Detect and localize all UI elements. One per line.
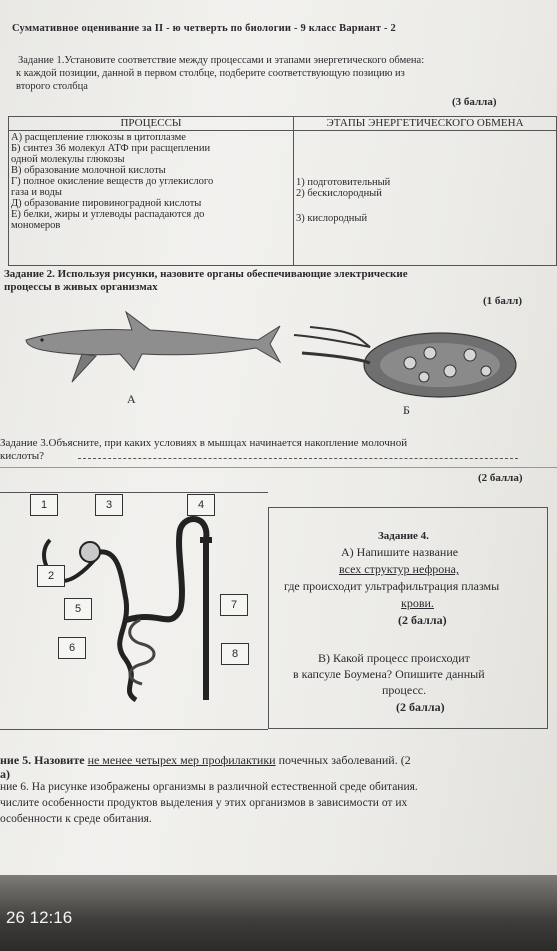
- label-box-3: 3: [95, 494, 123, 516]
- nephron-illustration: [30, 510, 240, 710]
- stage-item: 3) кислородный: [296, 213, 368, 224]
- task6-line1: ние 6. На рисунке изображены организмы в различной естественной среде обитания.: [0, 781, 418, 793]
- task4-a-line3: где происходит ультрафильтрация плазмы: [284, 579, 500, 593]
- matching-table: [8, 116, 557, 266]
- task4-a-line2: всех структур нефрона,: [339, 562, 459, 576]
- label-box-4: 4: [187, 494, 215, 516]
- electric-ray-illustration: [290, 325, 520, 400]
- process-item: одной молекулы глюкозы: [11, 154, 125, 165]
- label-box-7: 7: [220, 594, 248, 616]
- process-item: Е) белки, жиры и углеводы распадаются до: [11, 209, 205, 220]
- task1-points: (3 балла): [452, 96, 497, 108]
- photo-bottom-shadow: [0, 875, 557, 951]
- task3-line1: Задание 3.Объясните, при каких условиях в мышцах начинается накопление молочной: [0, 437, 408, 449]
- task2-line2: процессы в живых организмах: [4, 281, 158, 293]
- task5-suffix: почечных заболеваний. (2: [275, 753, 411, 767]
- task4-a-line4: крови.: [401, 596, 434, 610]
- task4-title: Задание 4.: [378, 530, 429, 542]
- shark-label: А: [127, 392, 136, 406]
- label-box-2: 2: [37, 565, 65, 587]
- task4-a-points: (2 балла): [398, 613, 447, 627]
- shark-illustration: [22, 310, 284, 390]
- task5-underlined: не менее четырех мер профилактики: [87, 753, 276, 767]
- timestamp-overlay: 26 12:16: [6, 908, 73, 927]
- task2-points: (1 балл): [483, 295, 523, 307]
- task1-line3: второго столбца: [16, 81, 88, 92]
- task4-a-line1: А) Напишите название: [341, 545, 459, 559]
- task5-line1: [0, 754, 411, 766]
- process-item: газа и воды: [11, 187, 62, 198]
- task5-line2: а): [0, 767, 10, 781]
- label-box-6: 6: [58, 637, 86, 659]
- process-item: В) образование молочной кислоты: [11, 165, 166, 176]
- stage-item: 1) подготовительный: [296, 177, 391, 188]
- task6-line3: особенности к среде обитания.: [0, 813, 152, 825]
- process-item: Б) синтез 36 молекул АТФ при расщеплении: [11, 143, 211, 154]
- processes-cell: [9, 131, 294, 266]
- label-box-1: 1: [30, 494, 58, 516]
- process-item: мономеров: [11, 220, 61, 231]
- ray-label: Б: [403, 403, 410, 417]
- task3-points: (2 балла): [478, 472, 523, 484]
- label-box-8: 8: [221, 643, 249, 665]
- stages-header: ЭТАПЫ ЭНЕРГЕТИЧЕСКОГО ОБМЕНА: [294, 117, 557, 131]
- task2-line1: Задание 2. Используя рисунки, назовите органы обеспечивающие электрические: [4, 268, 408, 280]
- task5-prefix: ние 5. Назовите: [0, 753, 88, 767]
- answer-dotted-line: [78, 458, 518, 459]
- task4-b-line1: В) Какой процесс происходит: [318, 651, 470, 665]
- task4-b-line3: процесс.: [382, 683, 427, 697]
- process-item: Д) образование пировиноградной кислоты: [11, 198, 202, 209]
- answer-line: [0, 467, 557, 468]
- stage-item: 2) бескислородный: [296, 188, 382, 199]
- processes-header: ПРОЦЕССЫ: [9, 117, 294, 131]
- task4-b-line2: в капсуле Боумена? Опишите данный: [293, 667, 485, 681]
- process-item: Г) полное окисление веществ до углекислого: [11, 176, 214, 187]
- task4-b-points: (2 балла): [396, 700, 445, 714]
- task1-line2: к каждой позиции, данной в первом столбце, подберите соответствующую позицию из: [16, 68, 405, 79]
- page-title: Суммативное оценивание за II - ю четверть по биологии - 9 класс Вариант - 2: [12, 23, 396, 34]
- task6-line2: числите особенности продуктов выделения у этих организмов в зависимости от их: [0, 797, 408, 809]
- label-box-5: 5: [64, 598, 92, 620]
- stages-cell: [294, 131, 557, 266]
- process-item: А) расщепление глюкозы в цитоплазме: [11, 132, 186, 143]
- task3-line2: кислоты?: [0, 450, 45, 462]
- task1-line1: Задание 1.Установите соответствие между процессами и этапами энергетического обмена:: [18, 55, 425, 66]
